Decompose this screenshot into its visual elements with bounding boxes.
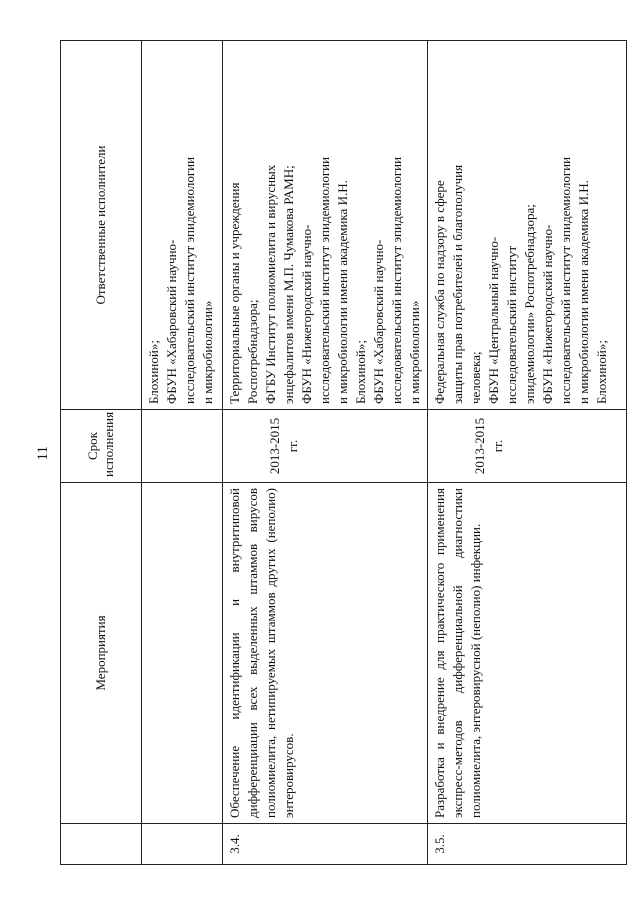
responsible-line: ФБУН «Нижегородский научно- <box>540 224 555 404</box>
term-text: 2013-2015 гг. <box>267 417 300 475</box>
responsible-line: Федеральная служба по надзору в сфере <box>432 180 447 404</box>
responsible-line: и микробиологии» <box>407 300 422 404</box>
cell-number: 3.4. <box>223 824 428 865</box>
header-number <box>61 824 142 865</box>
responsible-line: ФБУН «Хабаровский научно- <box>164 239 179 404</box>
rotated-table-container <box>60 40 609 865</box>
cell-responsible <box>142 41 223 410</box>
responsible-line: ФБУН «Центральный научно- <box>486 236 501 404</box>
cell-term <box>223 410 428 483</box>
cell-responsible <box>223 41 428 410</box>
responsible-line: исследовательский институт эпидемиологии <box>558 156 573 404</box>
header-activities: Мероприятия <box>61 483 142 824</box>
table-row <box>428 41 627 865</box>
term-text: 2013-2015 гг. <box>472 417 505 475</box>
responsible-line: исследовательский институт эпидемиологии <box>389 156 404 404</box>
cell-number <box>142 824 223 865</box>
cell-responsible <box>428 41 627 410</box>
responsible-line: и микробиологии имени академика И.Н. <box>576 180 591 404</box>
table-row <box>223 41 428 865</box>
responsible-line: исследовательский институт эпидемиологии <box>317 156 332 404</box>
cell-activity: Разработка и внедрение для практического применения экспресс-методов дифференциальной диагностики полиомиелита, энтеровирусной (неполио) инфекции. <box>428 483 627 824</box>
cell-activity <box>142 483 223 824</box>
cell-term <box>142 410 223 483</box>
measures-table <box>60 40 627 865</box>
responsible-line: и микробиологии имени академика И.Н. <box>335 180 350 404</box>
responsible-line: ФГБУ Институт полиомиелита и вирусных <box>263 164 278 404</box>
responsible-line: Блохиной»; <box>594 340 609 404</box>
table-header-row <box>61 41 142 865</box>
responsible-line: защиты прав потребителей и благополучия <box>450 164 465 404</box>
page-number: 11 <box>35 446 51 461</box>
cell-term <box>428 410 627 483</box>
responsible-line: и микробиологии» <box>200 300 215 404</box>
responsible-line: эпидемиологии» Роспотребнадзора; <box>522 204 537 404</box>
header-term: Срок исполнения <box>61 410 142 483</box>
cell-activity: Обеспечение идентификации и внутритиповой дифференциации всех выделенных штаммов вирусов полиомиелита, нетипируемых штаммов других (неполио) энтеровирусов. <box>223 483 428 824</box>
responsible-line: исследовательский институт <box>504 245 519 404</box>
responsible-line: человека; <box>468 351 483 404</box>
responsible-line: исследовательский институт эпидемиологии <box>182 156 197 404</box>
cell-number: 3.5. <box>428 824 627 865</box>
responsible-line: Блохиной»; <box>353 340 368 404</box>
document-sheet <box>60 40 609 865</box>
responsible-line: Роспотребнадзора; <box>245 299 260 404</box>
responsible-line: энцефалитов имени М.П. Чумакова РАМН; <box>281 165 296 404</box>
table-row-continued <box>142 41 223 865</box>
header-responsible: Ответственные исполнители <box>61 41 142 410</box>
responsible-line: ФБУН «Нижегородский научно- <box>299 224 314 404</box>
responsible-line: Блохиной»; <box>146 340 161 404</box>
responsible-line: Территориальные органы и учреждения <box>227 182 242 404</box>
responsible-line: ФБУН «Хабаровский научно- <box>371 239 386 404</box>
